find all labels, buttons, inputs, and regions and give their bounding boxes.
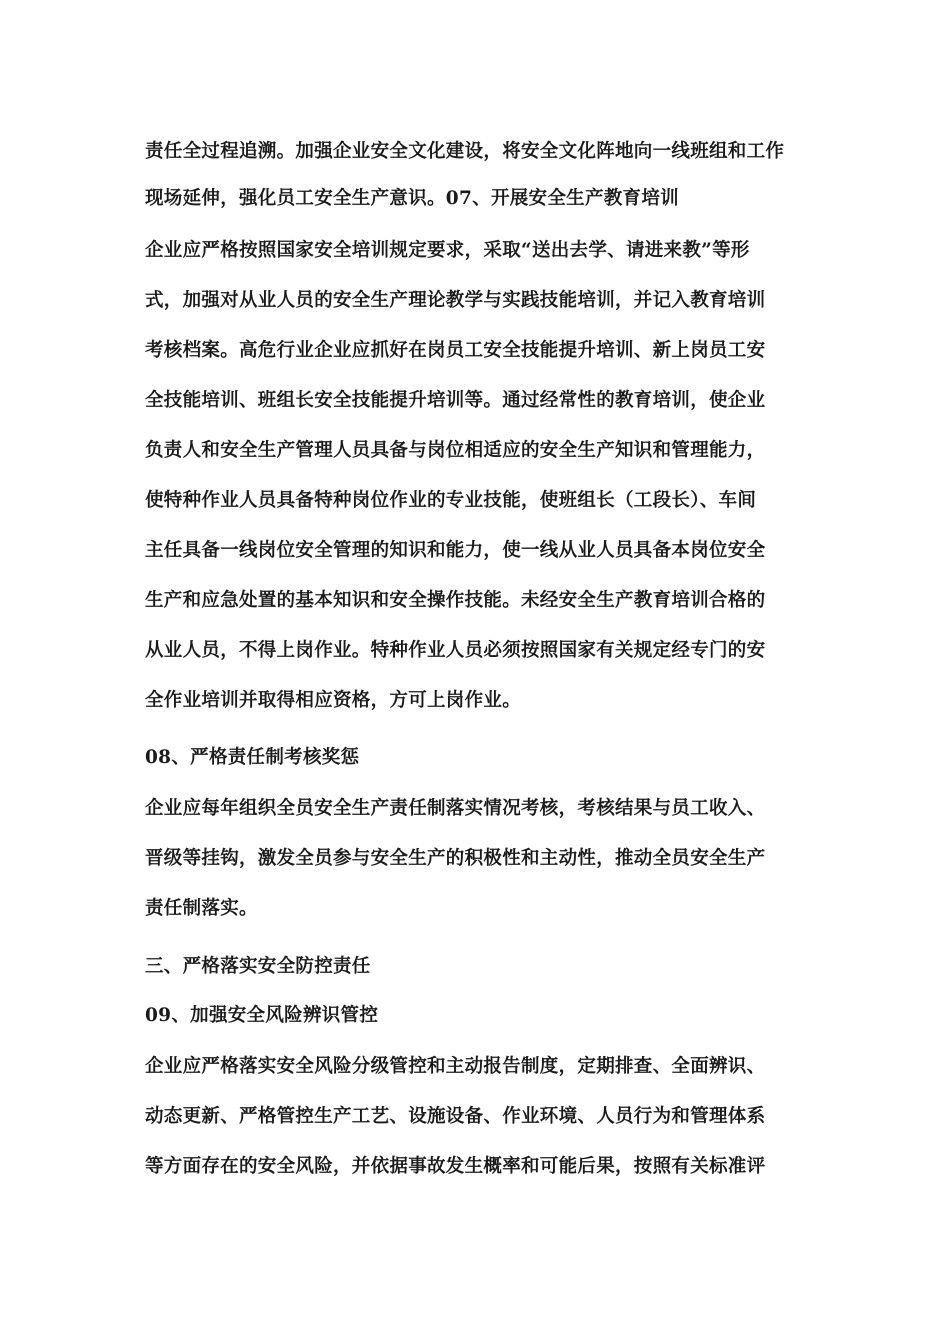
text-line: 使特种作业人员具备特种岗位作业的专业技能，使班组长（工段长）、车间 bbox=[145, 490, 757, 511]
text-line: 晋级等挂钩，激发全员参与安全生产的积极性和主动性，推动全员安全生产 bbox=[145, 848, 766, 869]
text-line: 企业应每年组织全员安全生产责任制落实情况考核，考核结果与员工收入、 bbox=[145, 798, 766, 819]
text-line: 等方面存在的安全风险，并依据事故发生概率和可能后果，按照有关标准评 bbox=[145, 1156, 766, 1177]
section-heading: 09、加强安全风险辨识管控 bbox=[145, 1005, 379, 1026]
text-line: 动态更新、严格管控生产工艺、设施设备、作业环境、人员行为和管理体系 bbox=[145, 1106, 766, 1127]
text-line: 企业应严格按照国家安全培训规定要求，采取“送出去学、请进来教”等形 bbox=[145, 240, 750, 261]
text-line: 全技能培训、班组长安全技能提升培训等。通过经常性的教育培训，使企业 bbox=[145, 390, 766, 411]
text-line: 考核档案。高危行业企业应抓好在岗员工安全技能提升培训、新上岗员工安 bbox=[145, 340, 766, 361]
chapter-heading: 三、严格落实安全防控责任 bbox=[145, 956, 371, 977]
section-heading: 08、严格责任制考核奖惩 bbox=[145, 747, 360, 768]
text-line: 式，加强对从业人员的安全生产理论教学与实践技能培训，并记入教育培训 bbox=[145, 290, 766, 311]
text-line: 责任制落实。 bbox=[145, 898, 258, 919]
text-line: 全作业培训并取得相应资格，方可上岗作业。 bbox=[145, 690, 522, 711]
text-line: 负责人和安全生产管理人员具备与岗位相适应的安全生产知识和管理能力， bbox=[145, 440, 766, 461]
text-line: 企业应严格落实安全风险分级管控和主动报告制度，定期排查、全面辨识、 bbox=[145, 1056, 766, 1077]
text-line: 现场延伸，强化员工安全生产意识。07、开展安全生产教育培训 bbox=[145, 188, 679, 209]
text-line: 主任具备一线岗位安全管理的知识和能力，使一线从业人员具备本岗位安全 bbox=[145, 540, 766, 561]
text-line: 生产和应急处置的基本知识和安全操作技能。未经安全生产教育培训合格的 bbox=[145, 590, 766, 611]
text-line: 责任全过程追溯。加强企业安全文化建设，将安全文化阵地向一线班组和工作 bbox=[145, 141, 785, 162]
text-line: 从业人员，不得上岗作业。特种作业人员必须按照国家有关规定经专门的安 bbox=[145, 640, 766, 661]
